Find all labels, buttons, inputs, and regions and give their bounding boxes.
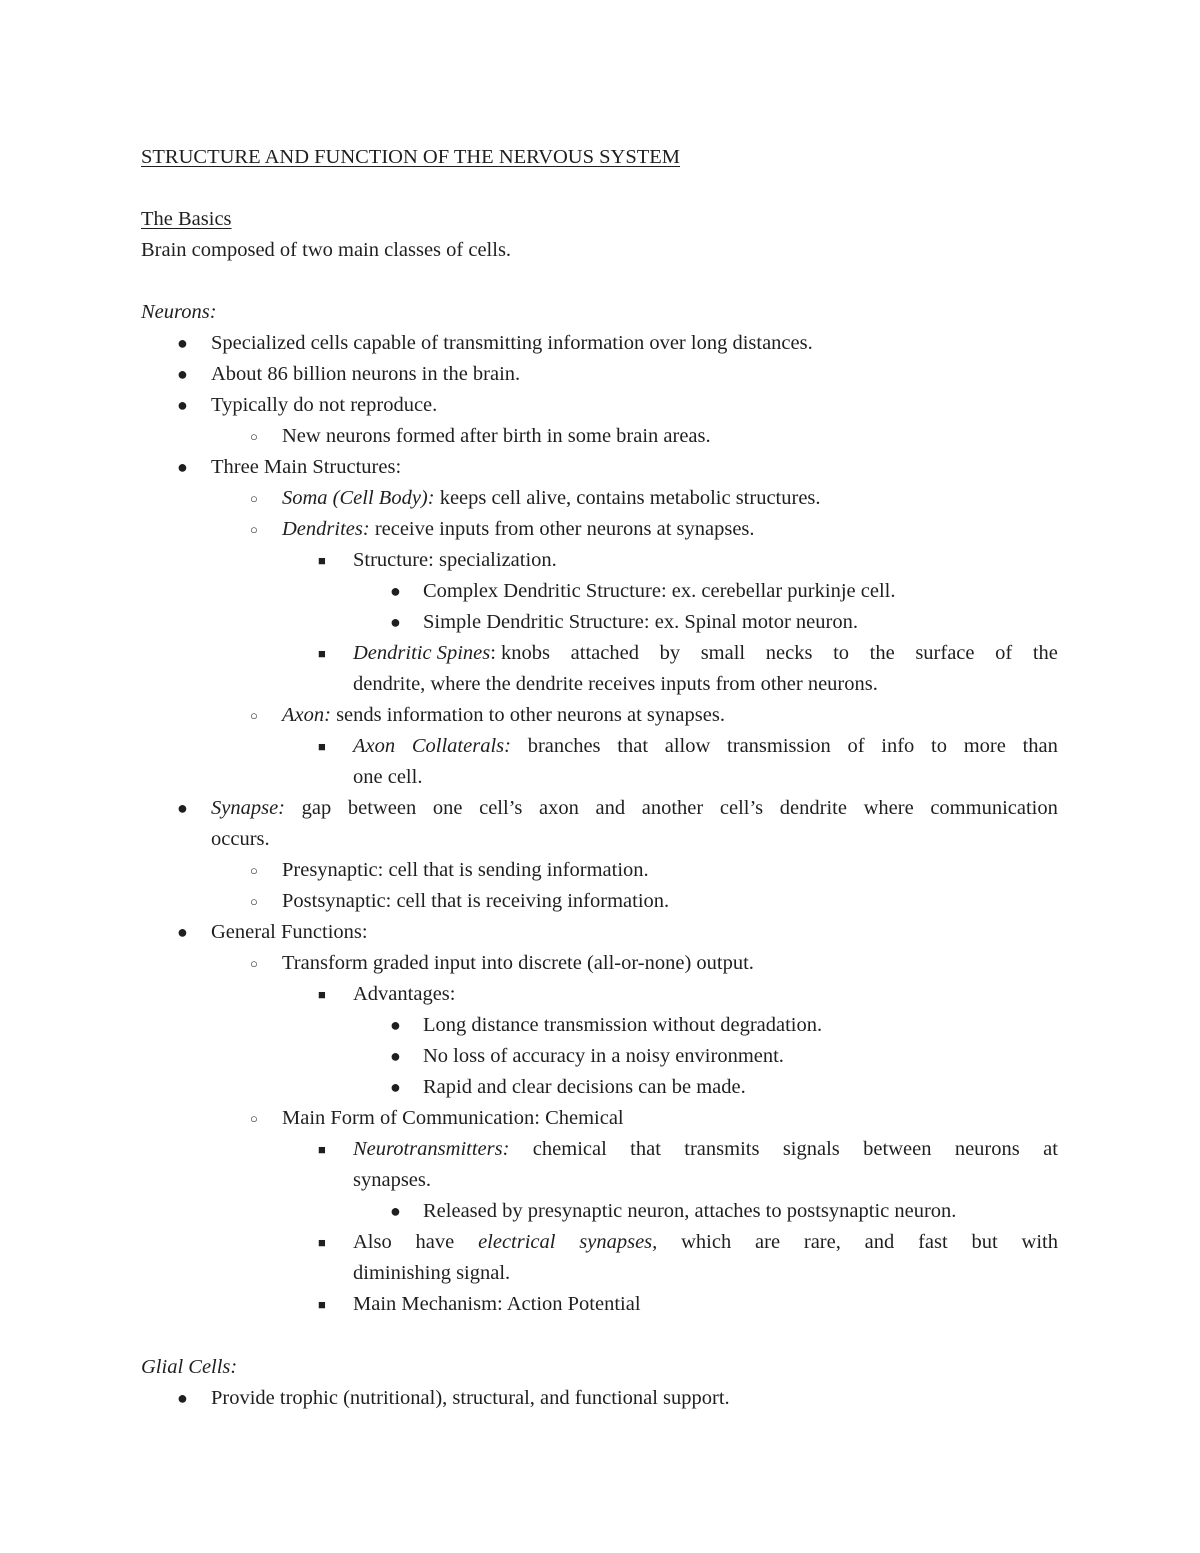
- bullet-circle-icon: ○: [250, 894, 258, 909]
- bullet-disc-icon: ●: [177, 798, 188, 818]
- nt-word: between: [863, 1138, 932, 1160]
- nt-word: transmits: [684, 1138, 760, 1160]
- bullet-square-icon: ■: [318, 1297, 326, 1312]
- bullet-circle-icon: ○: [250, 863, 258, 878]
- dendrites-text: receive inputs from other neurons at synapses.: [369, 518, 755, 540]
- nt-word: at: [1043, 1138, 1058, 1160]
- bullet-square-icon: ■: [318, 646, 326, 661]
- synapse-word: cell’s: [479, 797, 523, 819]
- term-neurotransmitters: Neurotransmitters:: [353, 1138, 510, 1160]
- collaterals-word: transmission: [727, 735, 831, 757]
- list-item: [282, 514, 755, 545]
- spines-word: the: [1032, 642, 1058, 664]
- soma-text: keeps cell alive, contains metabolic structures.: [434, 487, 821, 509]
- synapse-word: gap: [301, 797, 332, 819]
- list-item-continuation: dendrite, where the dendrite receives inputs from other neurons.: [353, 673, 878, 695]
- list-item: Main Form of Communication: Chemical: [282, 1107, 624, 1129]
- synapse-word: one: [432, 797, 463, 819]
- list-item: [282, 483, 821, 514]
- list-item: Presynaptic: cell that is sending information.: [282, 859, 649, 881]
- term-electrical-synapses: synapses,: [579, 1231, 658, 1253]
- section-heading-basics: The Basics: [141, 208, 232, 230]
- bullet-disc-icon: ●: [390, 1077, 401, 1097]
- term-axon-collaterals: Axon: [353, 735, 396, 757]
- list-item: [353, 1227, 1058, 1258]
- nt-word: chemical: [532, 1138, 607, 1160]
- spines-word: of: [995, 642, 1013, 664]
- list-item: Simple Dendritic Structure: ex. Spinal motor neuron.: [423, 611, 858, 633]
- bullet-circle-icon: ○: [250, 522, 258, 537]
- bullet-circle-icon: ○: [250, 429, 258, 444]
- collaterals-word: that: [617, 735, 649, 757]
- synapse-word: where: [863, 797, 914, 819]
- synapse-word: and: [595, 797, 626, 819]
- also-word: fast: [918, 1231, 948, 1253]
- also-word: rare,: [803, 1231, 841, 1253]
- document-title: STRUCTURE AND FUNCTION OF THE NERVOUS SYSTEM: [141, 146, 681, 168]
- list-item: [282, 700, 725, 731]
- collaterals-word: to: [931, 735, 947, 757]
- also-word: with: [1021, 1231, 1058, 1253]
- also-word: Also: [353, 1231, 392, 1253]
- also-word: are: [755, 1231, 781, 1253]
- list-item: Three Main Structures:: [211, 456, 402, 478]
- term-electrical-synapses: electrical: [478, 1231, 556, 1253]
- spines-word: : knobs: [490, 642, 551, 664]
- term-soma: Soma (Cell Body):: [282, 487, 435, 509]
- list-item: Typically do not reproduce.: [211, 394, 438, 416]
- bullet-disc-icon: ●: [390, 1046, 401, 1066]
- nt-word: neurons: [954, 1138, 1020, 1160]
- nt-word: signals: [782, 1138, 840, 1160]
- synapse-word: dendrite: [779, 797, 847, 819]
- bullet-circle-icon: ○: [250, 491, 258, 506]
- spines-word: necks: [765, 642, 813, 664]
- synapse-word: cell’s: [719, 797, 764, 819]
- bullet-circle-icon: ○: [250, 956, 258, 971]
- bullet-disc-icon: ●: [177, 395, 188, 415]
- also-word: and: [864, 1231, 895, 1253]
- bullet-disc-icon: ●: [390, 1015, 401, 1035]
- list-item-continuation: one cell.: [353, 766, 423, 788]
- list-item: [353, 731, 1058, 762]
- bullet-disc-icon: ●: [177, 457, 188, 477]
- bullet-disc-icon: ●: [390, 612, 401, 632]
- nt-word: that: [630, 1138, 661, 1160]
- list-item-continuation: diminishing signal.: [353, 1262, 511, 1284]
- list-item: No loss of accuracy in a noisy environment.: [423, 1045, 784, 1067]
- list-item: Rapid and clear decisions can be made.: [423, 1076, 746, 1098]
- bullet-disc-icon: ●: [177, 922, 188, 942]
- spines-word: by: [659, 642, 681, 664]
- bullet-square-icon: ■: [318, 1142, 326, 1157]
- synapse-word: between: [347, 797, 417, 819]
- synapse-word: another: [641, 797, 704, 819]
- bullet-square-icon: ■: [318, 739, 326, 754]
- bullet-square-icon: ■: [318, 1235, 326, 1250]
- collaterals-word: branches: [527, 735, 601, 757]
- bullet-disc-icon: ●: [390, 1201, 401, 1221]
- bullet-disc-icon: ●: [177, 333, 188, 353]
- list-item: Released by presynaptic neuron, attaches to postsynaptic neuron.: [423, 1200, 957, 1222]
- list-item: Specialized cells capable of transmitting information over long distances.: [211, 332, 813, 354]
- term-axon: Axon:: [282, 704, 331, 726]
- collaterals-word: allow: [664, 735, 711, 757]
- list-item: [353, 638, 1058, 669]
- also-word: have: [415, 1231, 455, 1253]
- collaterals-word: than: [1022, 735, 1058, 757]
- bullet-disc-icon: ●: [177, 364, 188, 384]
- list-item: Main Mechanism: Action Potential: [353, 1293, 641, 1315]
- section-heading-glial: Glial Cells:: [141, 1356, 238, 1378]
- synapse-word: communication: [930, 797, 1058, 819]
- also-word: which: [681, 1231, 732, 1253]
- term-axon-collaterals: Collaterals:: [411, 735, 511, 757]
- basics-intro: Brain composed of two main classes of cells.: [141, 239, 512, 261]
- list-item-continuation: synapses.: [353, 1169, 432, 1191]
- also-word: but: [971, 1231, 998, 1253]
- bullet-square-icon: ■: [318, 987, 326, 1002]
- spines-word: attached: [570, 642, 639, 664]
- list-item: [211, 793, 1058, 824]
- bullet-square-icon: ■: [318, 553, 326, 568]
- spines-word: the: [869, 642, 895, 664]
- term-dendrites: Dendrites:: [282, 518, 370, 540]
- list-item: Structure: specialization.: [353, 549, 557, 571]
- section-heading-neurons: Neurons:: [141, 301, 217, 323]
- bullet-disc-icon: ●: [177, 1388, 188, 1408]
- axon-text: sends information to other neurons at synapses.: [330, 704, 725, 726]
- bullet-circle-icon: ○: [250, 1111, 258, 1126]
- list-item: Postsynaptic: cell that is receiving information.: [282, 890, 670, 912]
- list-item: General Functions:: [211, 921, 368, 943]
- list-item: New neurons formed after birth in some brain areas.: [282, 425, 711, 447]
- term-synapse: Synapse:: [211, 797, 286, 819]
- list-item: About 86 billion neurons in the brain.: [211, 363, 521, 385]
- synapse-word: axon: [539, 797, 579, 819]
- collaterals-word: of: [847, 735, 865, 757]
- list-item: [353, 1134, 1058, 1165]
- collaterals-word: info: [881, 735, 915, 757]
- term-dendritic-spines: Dendritic Spines: [353, 642, 491, 664]
- list-item: Complex Dendritic Structure: ex. cerebellar purkinje cell.: [423, 580, 896, 602]
- bullet-disc-icon: ●: [390, 581, 401, 601]
- collaterals-word: more: [963, 735, 1006, 757]
- spines-word: to: [833, 642, 850, 664]
- spines-word: small: [700, 642, 746, 664]
- list-item: Long distance transmission without degradation.: [423, 1014, 823, 1036]
- list-item-continuation: occurs.: [211, 828, 270, 850]
- list-item: Advantages:: [353, 983, 456, 1005]
- list-item: Transform graded input into discrete (all-or-none) output.: [282, 952, 754, 974]
- bullet-circle-icon: ○: [250, 708, 258, 723]
- list-item: Provide trophic (nutritional), structural, and functional support.: [211, 1387, 730, 1409]
- spines-word: surface: [915, 642, 975, 664]
- spines-lead: [353, 638, 550, 669]
